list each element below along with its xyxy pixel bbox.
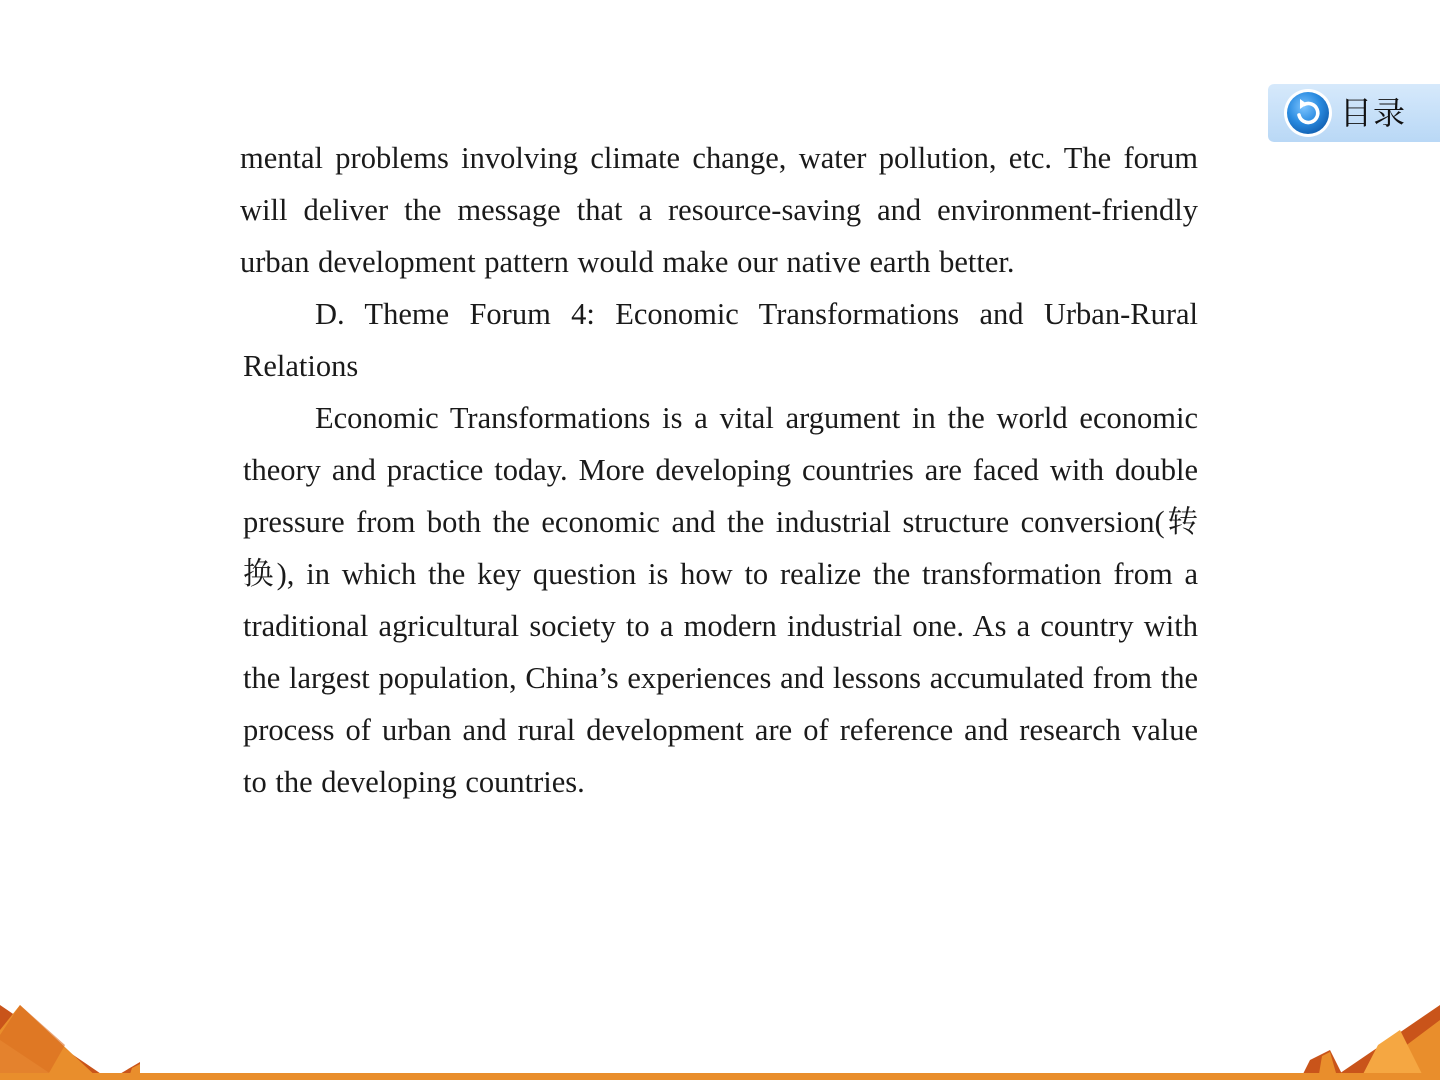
document-body: [240, 132, 1198, 808]
corner-decoration-right: [1290, 990, 1440, 1080]
refresh-circle-icon: [1282, 87, 1334, 139]
corner-decoration-left: [0, 990, 150, 1080]
paragraph-environment: mental problems involving climate change, water pollution, etc. The forum will deliver the message that a resource-saving and environment-friendly urban development pattern would make our native earth better.: [240, 141, 1198, 279]
toc-button[interactable]: [1268, 84, 1440, 142]
toc-label: 目录: [1340, 94, 1407, 132]
paragraph-theme-heading: D. Theme Forum 4: Economic Transformations and Urban-Rural Relations: [243, 297, 1198, 383]
paragraph-economic-transformations: Economic Transformations is a vital argument in the world economic theory and practice today. More developing countries are faced with double pressure from both the economic and the industrial structure conversion(转换), in which the key question is how to realize the transformation from a traditional agricultural society to a modern industrial one. As a country with the largest population, China’s experiences and lessons accumulated from the process of urban and rural development are of reference and research value to the developing countries.: [243, 401, 1198, 799]
bottom-accent-line: [0, 1073, 1440, 1080]
